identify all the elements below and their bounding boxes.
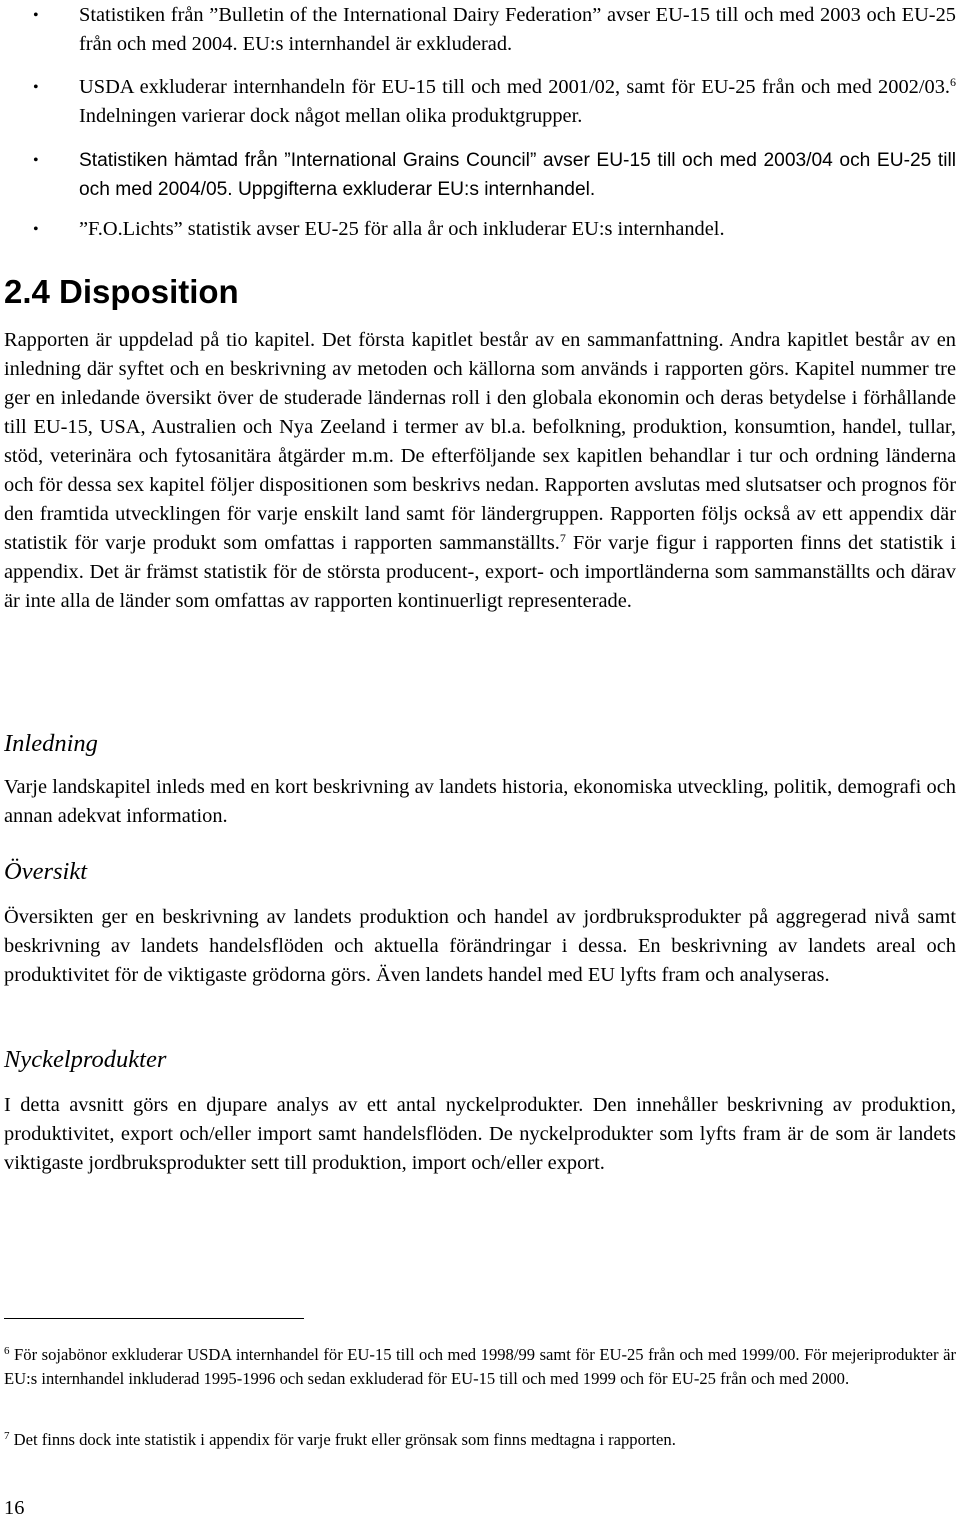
footnote-6 [4, 1343, 956, 1391]
footnote-text: För sojabönor exkluderar USDA internhandel för EU-15 till och med 1998/99 samt för EU-25 från och med 1999/00. För mejeriprodukter är EU:s internhandel inkluderad 1995-1996 och sedan exkluderad för EU-15 till och med 1999 och för EU-25 från och med 2000. [4, 1345, 956, 1388]
bullet-text: Statistiken från ”Bulletin of the International Dairy Federation” avser EU-15 till och med 2003 och EU-25 från och med 2004. EU:s internhandel är exkluderad. [79, 4, 956, 55]
footnote-text: Det finns dock inte statistik i appendix för varje frukt eller grönsak som finns medtagna i rapporten. [9, 1430, 676, 1449]
bullet-item-usda [0, 73, 960, 131]
subheading-oversikt: Översikt [4, 858, 87, 885]
bullet-item-dairy-federation [0, 1, 960, 59]
bullet-item-grains-council [0, 146, 960, 204]
subheading-nyckelprodukter: Nyckelprodukter [4, 1046, 167, 1073]
bullet-text-end: Indelningen varierar dock något mellan olika produktgrupper. [79, 105, 583, 127]
disposition-paragraph [4, 326, 956, 616]
footnote-number: 7 [4, 1430, 10, 1442]
footnote-reference: 6 [950, 75, 956, 89]
bullet-text: Statistiken hämtad från ”International Grains Council” avser EU-15 till och med 2003/04 och EU-25 till och med 2004/05. Uppgifterna exkluderar EU:s internhandel. [79, 150, 956, 200]
inledning-paragraph: Varje landskapitel inleds med en kort beskrivning av landets historia, ekonomiska utveckling, politik, demografi och annan adekvat information. [4, 776, 956, 827]
bullet-text-start: USDA exkluderar internhandeln för EU-15 till och med 2001/02, samt för EU-25 från och med 2002/03. [79, 76, 950, 98]
source-notes-list [0, 0, 960, 263]
section-heading: 2.4 Disposition [4, 273, 239, 310]
bullet-item-lichts [0, 215, 960, 244]
bullet-text: ”F.O.Lichts” statistik avser EU-25 för alla år och inkluderar EU:s internhandel. [79, 218, 725, 240]
paragraph-text-end: För varje figur i rapporten finns det statistik i appendix. Det är främst statistik för de största producent-, export- och importländerna som sammanställts och därav är inte alla de länder som omfattas av rapporten kontinuerligt representerade. [4, 532, 957, 612]
oversikt-paragraph: Översikten ger en beskrivning av landets produktion och handel av jordbruksprodukter på aggregerad nivå samt beskrivning av landets handelsflöden och aktuella förändringar i dessa. En beskrivning av landets areal och produktivitet för de viktigaste grödorna görs. Även landets handel med EU lyfts fram och analyseras. [4, 906, 956, 986]
footnote-number: 6 [4, 1345, 10, 1357]
subheading-inledning: Inledning [4, 730, 98, 757]
footnote-reference: 7 [559, 531, 566, 545]
nyckelprodukter-paragraph: I detta avsnitt görs en djupare analys av ett antal nyckelprodukter. Den innehåller beskrivning av produktion, produktivitet, export och/eller import samt handelsflöden. De nyckelprodukter som lyfts fram är de som är landets viktigaste jordbruksprodukter sett till produktion, import och/eller export. [4, 1094, 956, 1174]
paragraph-text-start: Rapporten är uppdelad på tio kapitel. Det första kapitlet består av en sammanfattning. Andra kapitlet består av en inledning där syftet och en beskrivning av metoden och källorna som används i rapporten görs. Kapitel nummer tre ger en inledande översikt över de studerade ländernas roll i den globala ekonomin och deras betydelse i förhållande till EU-15, USA, Australien och Nya Zeeland i termer av bl.a. befolkning, produktion, konsumtion, handel, tullar, stöd, veterinära och fytosanitära åtgärder m.m. De efterföljande sex kapitlen behandlar i tur och ordning länderna och för dessa sex kapitel följer dispositionen som beskrivs nedan. Rapporten avslutas med slutsatser och prognos för den framtida utvecklingen för varje enskilt land samt för ländergruppen. Rapporten följs också av ett appendix där statistik för varje produkt som omfattas i rapporten sammanställts. [4, 329, 956, 554]
footnote-divider [4, 1318, 304, 1319]
footnote-7 [4, 1428, 956, 1452]
page-number: 16 [4, 1497, 25, 1519]
